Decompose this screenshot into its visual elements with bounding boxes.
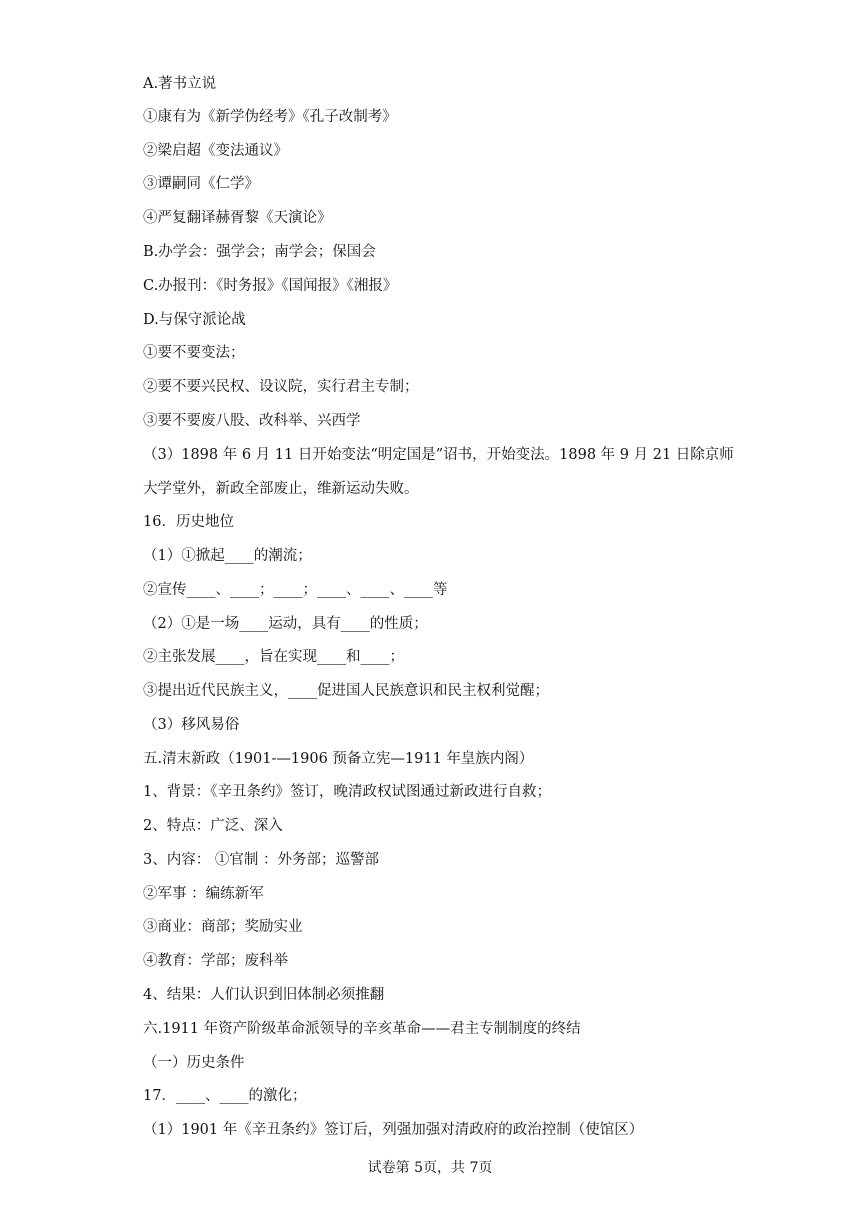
text-line: ②要不要兴民权、设议院，实行君主专制； xyxy=(143,379,419,395)
text-line: 六.1911 年资产阶级革命派领导的辛亥革命——君主专制制度的终结 xyxy=(143,1021,581,1037)
text-line: （一）历史条件 xyxy=(143,1055,245,1071)
text-line: ①要不要变法； xyxy=(143,345,245,361)
text-line: ②军事 ：编练新军 xyxy=(143,886,264,902)
text-line: ③要不要废八股、改科举、兴西学 xyxy=(143,413,361,429)
text-line: 4、结果：人们认识到旧体制必须推翻 xyxy=(143,987,385,1003)
text-line: （1）1901 年《辛丑条约》签订后，列强加强对清政府的政治控制（使馆区） xyxy=(143,1122,644,1138)
text-line: A.著书立说 xyxy=(143,76,217,92)
text-line: ③提出近代民族主义，____促进国人民族意识和民主权利觉醒； xyxy=(143,683,549,699)
text-line: ②梁启超《变法通议》 xyxy=(143,143,288,159)
text-line: 1、背景：《辛丑条约》签订，晚清政权试图通过新政进行自救； xyxy=(143,784,551,800)
text-line: ④严复翻译赫胥黎《天演论》 xyxy=(143,210,332,226)
text-line: 3、内容： ①官制 ：外务部；巡警部 xyxy=(143,852,379,868)
text-line: 2、特点：广泛、深入 xyxy=(143,818,283,834)
text-line: 16．历史地位 xyxy=(143,514,234,530)
page-footer: 试卷第 5页，共 7页 xyxy=(367,1160,493,1176)
text-line: ③商业：商部；奖励实业 xyxy=(143,919,303,935)
text-line: B.办学会：强学会；南学会；保国会 xyxy=(143,244,376,260)
text-line: C.办报刊：《时务报》《国闻报》《湘报》 xyxy=(143,278,398,294)
text-line: （2）①是一场____运动，具有____的性质； xyxy=(143,616,428,632)
text-line: ④教育：学部；废科举 xyxy=(143,953,288,969)
text-line: （3）1898 年 6 月 11 日开始变法“明定国是”诏书，开始变法。1898 年 9 月 21 日除京师 xyxy=(143,447,734,463)
text-line: ②主张发展____，旨在实现____和____； xyxy=(143,649,404,665)
text-line: 大学堂外，新政全部废止，维新运动失败。 xyxy=(143,481,419,497)
text-line: D.与保守派论战 xyxy=(143,312,246,328)
text-line: ③谭嗣同《仁学》 xyxy=(143,176,259,192)
text-line: ②宣传____、____；____；____、____、____等 xyxy=(143,582,448,598)
text-line: 17．____、____的激化； xyxy=(143,1088,307,1104)
text-line: ①康有为《新学伪经考》《孔子改制考》 xyxy=(143,109,397,125)
text-line: （3）移风易俗 xyxy=(143,717,240,733)
text-line: （1）①掀起____的潮流； xyxy=(143,548,312,564)
text-line: 五.清末新政（1901-—1906 预备立宪—1911 年皇族内阁） xyxy=(143,751,534,767)
